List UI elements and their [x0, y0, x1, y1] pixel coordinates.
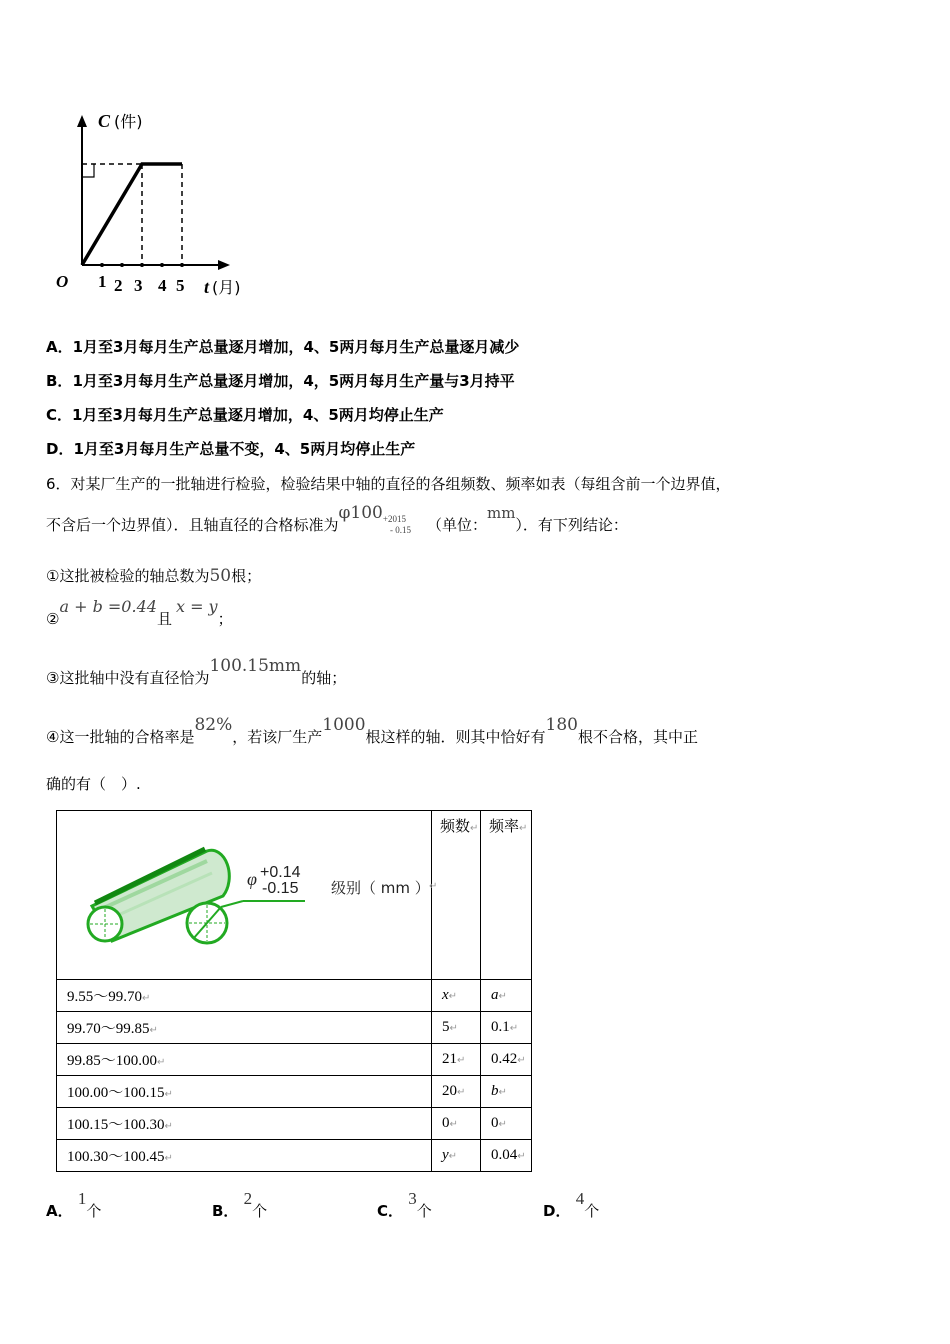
table-row	[57, 1012, 532, 1044]
range-cell: 99.85～100.00↵	[57, 1044, 432, 1076]
q6-statement-1: ①这批被检验的轴总数为50根；	[46, 566, 262, 586]
x-tick-label-2: 2	[114, 276, 123, 295]
x-tick-4	[160, 263, 164, 267]
table-row	[57, 1076, 532, 1108]
y-axis-label: C	[98, 111, 111, 131]
range-cell: 99.70～99.85↵	[57, 1012, 432, 1044]
rate-cell: a↵	[481, 980, 532, 1012]
q6-statement-2: ②a + b =0.44且x = y；	[46, 597, 233, 628]
origin-label: O	[56, 272, 69, 291]
figure-phi: φ	[247, 869, 257, 889]
q6-phi: φ100	[338, 503, 383, 523]
q6-tol-lower: - 0.15	[389, 525, 411, 535]
freq-cell: y↵	[432, 1140, 481, 1172]
x-axis-unit: (月)	[212, 278, 241, 297]
q6-unit: mm	[486, 504, 516, 522]
header-rate-cell: 频率↵	[481, 811, 532, 980]
range-cell: 100.00～100.15↵	[57, 1076, 432, 1108]
y-axis-arrow	[77, 115, 87, 127]
range-cell: 9.55～99.70↵	[57, 980, 432, 1012]
q5-option-a: A．1月至3月每月生产总量逐月增加，4、5两月每月生产总量逐月减少	[46, 338, 520, 356]
header-grade-cell: φ +0.14 -0.15 级别（ mm ） ↵	[57, 811, 432, 980]
table-row	[57, 1044, 532, 1076]
rate-cell: 0.04↵	[481, 1140, 532, 1172]
freq-cell: 20↵	[432, 1076, 481, 1108]
y-axis-unit: (件)	[114, 112, 143, 131]
q6-statement-4: ④这一批轴的合格率是82%，若该厂生产1000根这样的轴．则其中恰好有180根不合格，其中正	[46, 715, 699, 746]
freq-cell: 21↵	[432, 1044, 481, 1076]
freq-cell: 0↵	[432, 1108, 481, 1140]
q6-tol-upper: +2015	[382, 514, 406, 524]
q6-stem-end: 确的有（ ）.	[46, 775, 141, 793]
q6-answer-c: C． 3个	[377, 1189, 432, 1220]
range-cell: 100.30～100.45↵	[57, 1140, 432, 1172]
rate-cell: 0↵	[481, 1108, 532, 1140]
x-tick-1	[100, 263, 104, 267]
x-tick-2	[120, 263, 124, 267]
frequency-table	[56, 810, 532, 1172]
table-header-row	[57, 811, 532, 980]
figure-tol-lower: -0.15	[262, 880, 299, 897]
q6-answer-b: B． 2个	[212, 1189, 268, 1220]
q6-statement-3: ③这批轴中没有直径恰为100.15mm的轴；	[46, 656, 347, 687]
rate-cell: 0.1↵	[481, 1012, 532, 1044]
x-axis-arrow	[218, 260, 230, 270]
x-axis-label: t	[204, 277, 210, 297]
q6-stem-line2: 不含后一个边界值）．且轴直径的合格标准为$\varphi 100^{+2015}_{- 0.15}$ （单位：mm）．有下列结论：	[46, 503, 628, 535]
figure-tol-upper: +0.14	[260, 864, 301, 881]
rate-cell: 0.42↵	[481, 1044, 532, 1076]
production-line	[82, 164, 182, 265]
q6-stem-line1: 6．对某厂生产的一批轴进行检验，检验结果中轴的直径的各组频数、频率如表（每组含前一个边界值，	[46, 475, 731, 493]
x-tick-label-5: 5	[176, 276, 185, 295]
q6-answer-d: D． 4个	[543, 1189, 600, 1220]
freq-cell: 5↵	[432, 1012, 481, 1044]
header-grade-label: 级别（ mm ）	[331, 879, 430, 897]
freq-cell: x↵	[432, 980, 481, 1012]
q5-option-c: C．1月至3月每月生产总量逐月增加，4、5两月均停止生产	[46, 406, 444, 424]
table-row	[57, 980, 532, 1012]
production-graph	[50, 105, 260, 305]
range-cell: 100.15～100.30↵	[57, 1108, 432, 1140]
x-tick-label-3: 3	[134, 276, 143, 295]
right-angle-mark	[82, 164, 94, 177]
table-row	[57, 1108, 532, 1140]
x-tick-3	[140, 263, 144, 267]
x-tick-label-4: 4	[158, 276, 167, 295]
header-freq-cell: 频数↵	[432, 811, 481, 980]
x-tick-label-1: 1	[98, 272, 107, 291]
q6-answer-a: A． 1个	[46, 1189, 102, 1220]
x-tick-5	[180, 263, 184, 267]
q5-option-b: B．1月至3月每月生产总量逐月增加，4，5两月每月生产量与3月持平	[46, 372, 515, 390]
rate-cell: b↵	[481, 1076, 532, 1108]
table-row	[57, 1140, 532, 1172]
q5-option-d: D．1月至3月每月生产总量不变，4、5两月均停止生产	[46, 440, 416, 458]
